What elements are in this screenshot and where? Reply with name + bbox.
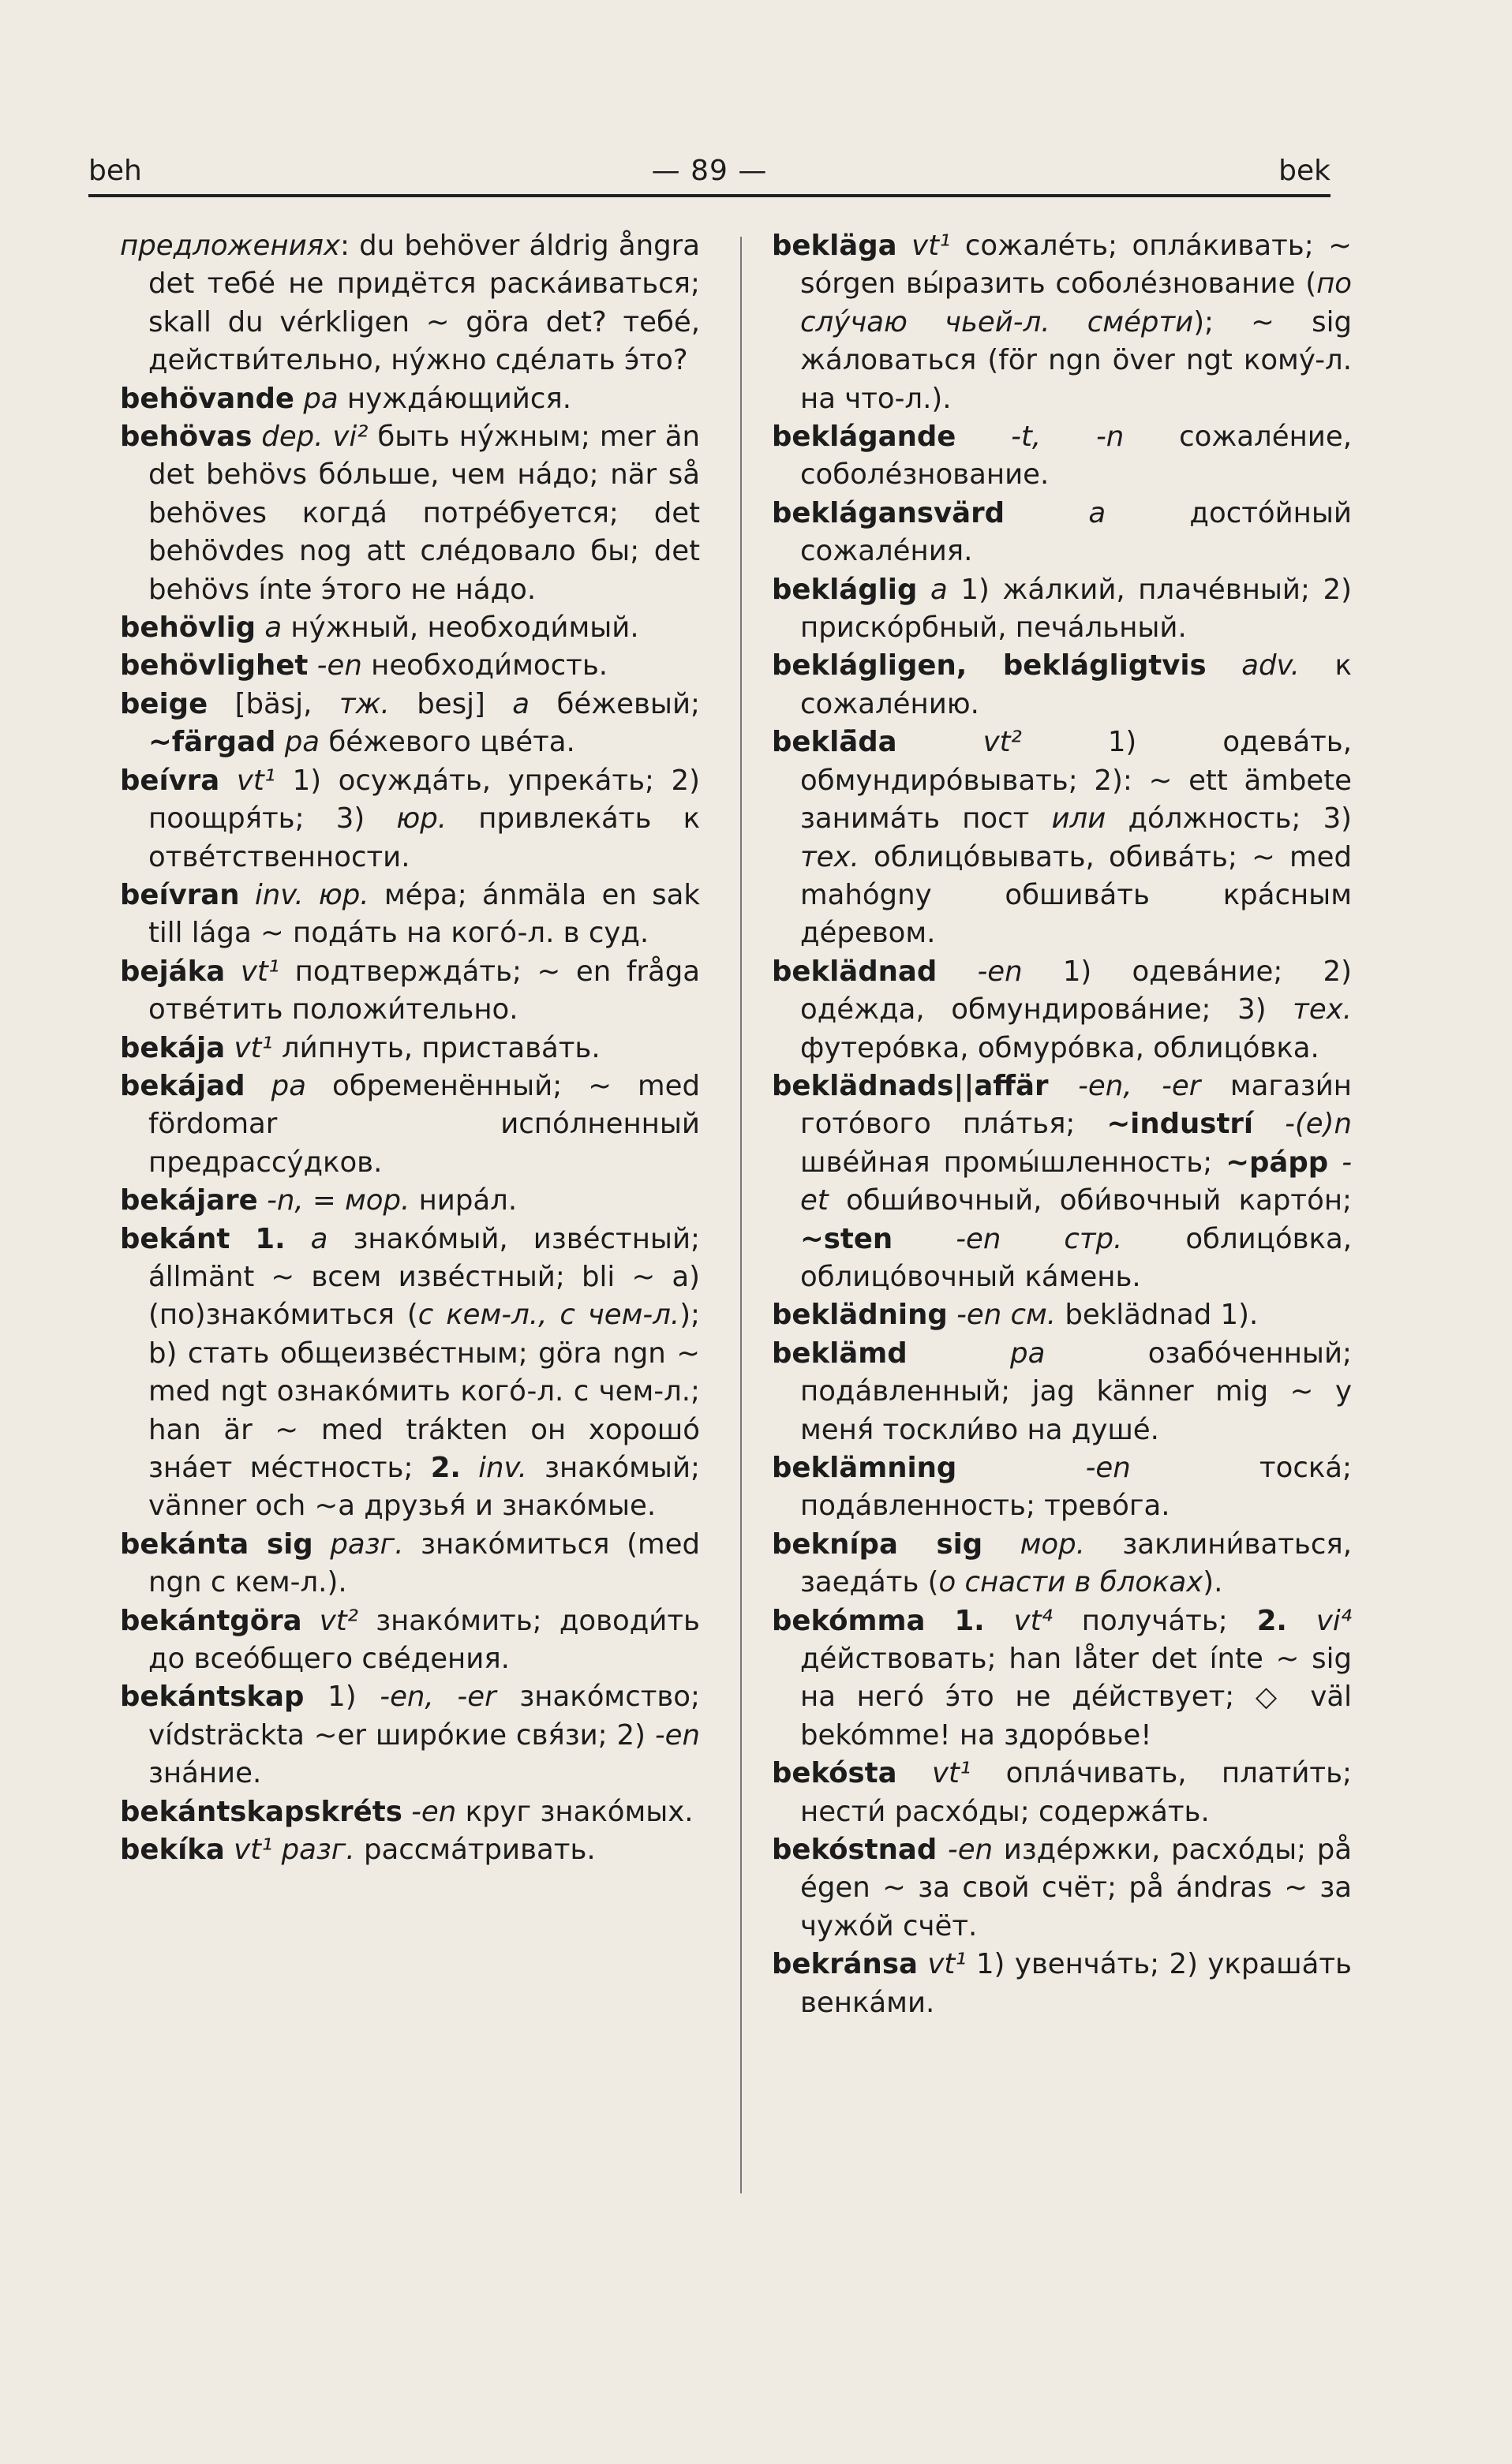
entry-text: издéржки, расхóды; på égen ~ за свой счёт; på ándras ~ за чужóй счёт.	[800, 1834, 1352, 1942]
entry-grammar-note: тех.	[1293, 993, 1352, 1026]
dictionary-entry	[120, 227, 700, 380]
entry-text	[925, 1605, 954, 1637]
entry-grammar-note: -(e)n	[1285, 1108, 1352, 1141]
entry-text	[918, 1948, 927, 1980]
entry-text	[461, 1452, 478, 1484]
entry-text: бéжевый;	[530, 687, 700, 720]
entry-text	[985, 1605, 1014, 1637]
entry-grammar-note: vt¹	[911, 230, 951, 262]
entry-headword: bekántskap	[120, 1681, 305, 1714]
entry-text: обременённый; ~ med fördomar испóлненный предрассýдков.	[148, 1069, 700, 1179]
entry-text: оплáчивать, плати́ть; нести́ расхóды; содержáть.	[800, 1757, 1352, 1828]
entry-text	[1049, 1070, 1079, 1102]
entry-grammar-note: по слу́чаю чьей-л. смéрти	[800, 267, 1352, 338]
header-left-guide-word: beh	[88, 155, 142, 187]
entry-grammar-note: -en	[1085, 1452, 1131, 1484]
entry-text: знакóмый, извéстный; állmänt ~ всем извéстный; bli ~ a) (по)знакóмиться (	[148, 1222, 700, 1332]
dictionary-entry	[120, 1182, 700, 1220]
entry-grammar-note: -en стр.	[956, 1222, 1123, 1255]
entry-headword: ~färgad	[148, 726, 276, 759]
entry-text: заклини́ваться, заедáть (	[800, 1527, 1352, 1599]
entry-headword: bekájare	[120, 1184, 258, 1217]
entry-text	[956, 1452, 1085, 1484]
entry-grammar-note: a	[264, 611, 283, 645]
entry-text: озабóченный; подáвленный; jag känner mig ~ у меня́ тоскли́во на душé.	[800, 1337, 1352, 1446]
dictionary-entry	[120, 877, 700, 953]
entry-headword: beklädnad	[772, 955, 938, 988]
entry-headword: bekántskapskréts	[120, 1795, 402, 1828]
dictionary-entry	[772, 1755, 1352, 1831]
entry-text	[230, 1223, 255, 1255]
entry-headword: 1.	[954, 1604, 985, 1637]
entry-headword: bekósta	[772, 1757, 897, 1790]
header-rule	[88, 194, 1330, 197]
entry-grammar-note: pa	[303, 382, 339, 415]
entry-grammar-note: или	[1051, 802, 1106, 836]
dictionary-entry	[120, 1067, 700, 1182]
entry-text: быть нýжным; mer än det behövs бóльше, чем нáдо; när så behöves когдá потрéбуется; det behövdes nog att слéдовало бы; det behövs ínte э́того не нáдо.	[148, 421, 700, 606]
entry-text: beklädnad 1).	[1056, 1299, 1259, 1332]
dictionary-entry	[120, 1602, 700, 1679]
entry-text: дóлжность; 3)	[1106, 802, 1353, 836]
entry-grammar-note: -et	[800, 1146, 1352, 1217]
entry-headword: bekántgöra	[120, 1604, 302, 1637]
entry-grammar-note: a	[512, 687, 530, 720]
entry-grammar-note: с кем-л., с чем-л.	[417, 1299, 680, 1332]
entry-grammar-note: vt¹	[927, 1948, 967, 1981]
dictionary-entry	[772, 1526, 1352, 1602]
entry-text: получáть;	[1052, 1604, 1257, 1637]
entry-text	[982, 1528, 1020, 1561]
entry-text	[225, 1032, 234, 1064]
entry-grammar-note: inv. юр.	[254, 878, 369, 911]
entry-grammar-note: a	[310, 1222, 328, 1255]
entry-text: ли́пнуть, приставáть.	[272, 1031, 601, 1064]
entry-text: облицóвка, облицóвочный кáмень.	[800, 1222, 1352, 1293]
dictionary-entry	[772, 227, 1352, 418]
entry-headword: ~industrí	[1106, 1108, 1254, 1141]
entry-text	[245, 1070, 271, 1102]
entry-text	[308, 649, 316, 682]
entry-text	[225, 1834, 234, 1866]
entry-headword: beklä̈da	[772, 726, 897, 759]
entry-text: облицóвывать, обивáть; ~ med mahógny обшивáть крáсным дéревом.	[800, 840, 1352, 950]
entry-headword: beklädnads||affär	[772, 1069, 1049, 1102]
entry-text: нýжный, необходи́мый.	[282, 611, 639, 645]
entry-headword: beklämning	[772, 1452, 957, 1484]
dictionary-entry	[120, 1678, 700, 1793]
entry-text: знáние.	[148, 1757, 262, 1790]
entry-grammar-note: -n, = мор.	[267, 1184, 410, 1217]
dictionary-entry	[120, 647, 700, 685]
dictionary-entry	[772, 495, 1352, 571]
header-right-guide-word: bek	[1278, 155, 1330, 187]
entry-text: достóйный сожалéния.	[800, 496, 1352, 568]
entry-text	[956, 421, 1011, 453]
entry-headword: bekája	[120, 1031, 226, 1064]
dictionary-entry	[120, 1831, 700, 1869]
entry-grammar-note: мор.	[1020, 1527, 1085, 1561]
entry-grammar-note: -en	[411, 1795, 457, 1828]
entry-text: необходи́мость.	[361, 649, 608, 682]
entry-headword: behövlighet	[120, 649, 309, 682]
entry-text: к сожалéнию.	[800, 649, 1352, 720]
entry-text	[258, 1184, 267, 1217]
entry-text: швéйная промы́шленность;	[800, 1146, 1226, 1179]
entry-text: привлекáть к отвéтственности.	[148, 802, 701, 873]
entry-text	[1328, 1146, 1342, 1179]
entry-text: ).	[1203, 1566, 1223, 1599]
entry-text: 1) осуждáть, упрекáть; 2) поощря́ть; 3)	[148, 764, 700, 836]
entry-text: знакóмство; vídsträckta ~er широ́кие свя́зи; 2)	[148, 1681, 700, 1752]
entry-headword: behövlig	[120, 611, 256, 645]
entry-grammar-note: pa	[284, 726, 320, 759]
entry-grammar-note: тж.	[339, 687, 390, 720]
entry-headword: bekánta sig	[120, 1527, 313, 1561]
entry-text	[937, 955, 977, 988]
entry-text: тоскá; подáвленность; тревóга.	[800, 1452, 1352, 1523]
entry-text	[275, 726, 284, 758]
entry-headword: bekóstnad	[772, 1834, 938, 1867]
dictionary-entry	[772, 1946, 1352, 2022]
entry-text: ); ~ sig жáловаться (för ngn över ngt комý-л. на что-л.).	[800, 305, 1352, 415]
entry-headword: beklágansvärd	[772, 496, 1005, 529]
entry-headword: beklädning	[772, 1299, 948, 1332]
entry-text	[1253, 1108, 1285, 1140]
entry-headword: bejáka	[120, 955, 226, 988]
entry-grammar-note: pa	[1010, 1337, 1046, 1370]
entry-text	[402, 1796, 411, 1828]
entry-text	[294, 383, 303, 415]
entry-text: сожалéть; оплáкивать; ~ sórgen вы́разить соболéзнование (	[800, 230, 1352, 301]
entry-grammar-note: vi⁴	[1316, 1604, 1352, 1637]
entry-grammar-note: разг.	[330, 1527, 404, 1561]
entry-grammar-note: -en	[654, 1718, 700, 1752]
entry-grammar-note: adv.	[1241, 649, 1300, 682]
entry-grammar-note: a	[1088, 496, 1106, 529]
entry-headword: bekíka	[120, 1834, 225, 1867]
dictionary-entry	[120, 686, 700, 762]
dictionary-entry	[772, 1831, 1352, 1946]
entry-text	[937, 1834, 948, 1866]
entry-grammar-note: тех.	[800, 840, 859, 873]
entry-headword: beklágande	[772, 421, 956, 454]
entry-grammar-note: pa	[271, 1069, 306, 1102]
entry-headword: bekránsa	[772, 1948, 918, 1981]
entry-grammar-note: -en	[947, 1834, 994, 1867]
entry-headword: ~pápp	[1226, 1146, 1329, 1179]
entry-text: знакóмиться (med ngn с кем-л.).	[148, 1527, 700, 1599]
entry-text: [bäsj,	[208, 687, 339, 720]
entry-headword: 1.	[255, 1222, 286, 1255]
entry-headword: bekájad	[120, 1069, 245, 1102]
entry-headword: bekláglig	[772, 573, 918, 606]
entry-headword: behövas	[120, 421, 253, 454]
entry-text	[897, 726, 983, 758]
entry-text: ); b) стать общеизвéстным; göra ngn ~ med ngt ознакóмить когó-л. с чем-л.; han är ~ med trákten он хорошó знáет мéстность;	[148, 1299, 700, 1484]
entry-text	[313, 1528, 331, 1561]
entry-headword: behövande	[120, 382, 295, 415]
entry-text	[225, 955, 241, 988]
entry-grammar-note: юр.	[396, 802, 447, 836]
entry-text	[252, 421, 261, 453]
dictionary-entry	[120, 380, 700, 418]
entry-grammar-note: vt¹ разг.	[234, 1834, 355, 1867]
entry-headword: beknípa sig	[772, 1527, 983, 1561]
entry-text	[1005, 497, 1088, 529]
entry-grammar-note: предложениях	[120, 230, 341, 262]
entry-text: 1) одевáть, обмундирóвывать; 2): ~ ett ämbete занимáть пост	[800, 726, 1352, 836]
entry-grammar-note: -en	[977, 955, 1023, 988]
entry-text: 1) увенчáть; 2) украшáть венкáми.	[800, 1948, 1352, 2019]
column-divider	[740, 237, 742, 2193]
entry-text: футерóвка, обмурóвка, облицóвка.	[800, 1031, 1319, 1064]
entry-text	[893, 1223, 956, 1255]
left-column	[120, 227, 700, 1869]
entry-text: знакóмый; vänner och ~a друзья́ и знакóмые.	[148, 1452, 700, 1523]
entry-text	[1287, 1605, 1316, 1637]
entry-headword: beige	[120, 687, 208, 720]
entry-text: дéйствовать; han låter det ínte ~ sig на негó э́то не дéйствует; ◇ väl bekómme! на здорóвье!	[800, 1643, 1352, 1752]
entry-text	[897, 230, 912, 262]
entry-text: обши́вочный, оби́вочный картóн;	[828, 1184, 1352, 1217]
entry-grammar-note: vt¹	[240, 955, 279, 988]
entry-text: круг знакóмых.	[456, 1795, 694, 1828]
dictionary-entry	[772, 1067, 1352, 1296]
entry-grammar-note: -t, -n	[1011, 421, 1125, 454]
entry-grammar-note: a	[930, 573, 948, 606]
entry-text: нуждáющийся.	[338, 382, 572, 415]
entry-grammar-note: -en см.	[956, 1299, 1057, 1332]
entry-headword: ~sten	[800, 1222, 893, 1255]
entry-grammar-note: vt¹	[932, 1757, 971, 1790]
entry-text: 1) жáлкий, плачéвный; 2) прискóрбный, печáльный.	[800, 573, 1352, 645]
entry-grammar-note: vt²	[319, 1604, 358, 1637]
dictionary-entry	[772, 1296, 1352, 1334]
entry-text	[256, 611, 264, 644]
entry-grammar-note: inv.	[478, 1452, 527, 1484]
entry-headword: beklämd	[772, 1337, 908, 1370]
dictionary-entry	[772, 1449, 1352, 1526]
entry-grammar-note: -en, -er	[380, 1681, 496, 1714]
dictionary-entry	[772, 418, 1352, 495]
entry-text: : du behöver áldrig ångra det тебé не придётся раскáиваться; skall du vérkligen ~ göra det? тебé, действи́тельно, нýжно сдéлать э́то?	[148, 230, 700, 377]
entry-text: сожалéние, соболéзнование.	[800, 421, 1352, 492]
entry-headword: beívran	[120, 878, 240, 911]
entry-text: нирáл.	[410, 1184, 518, 1217]
entry-headword: 2.	[430, 1452, 461, 1484]
dictionary-entry	[120, 1030, 700, 1067]
entry-text	[908, 1337, 1010, 1370]
entry-grammar-note: -en	[316, 649, 362, 682]
entry-text	[917, 574, 930, 606]
entry-grammar-note: о снасти в блоках	[938, 1566, 1203, 1599]
entry-grammar-note: -en, -er	[1078, 1069, 1201, 1102]
entry-headword: beklágligen, beklágligtvis	[772, 649, 1207, 682]
entry-text	[302, 1605, 320, 1637]
entry-text: мéра; ánmäla en sak till lága ~ подáть на когó-л. в суд.	[148, 878, 700, 950]
entry-text: рассмáтривать.	[354, 1834, 596, 1867]
dictionary-entry	[772, 647, 1352, 723]
entry-text: 1)	[304, 1681, 380, 1714]
entry-text: магази́н готóвого плáтья;	[800, 1069, 1352, 1141]
entry-text: знакóмить; доводи́ть до всеóбщего свéдения.	[148, 1604, 700, 1676]
entry-grammar-note: vt¹	[236, 764, 276, 797]
entry-headword: bekánt	[120, 1222, 230, 1255]
entry-text	[219, 765, 237, 797]
entry-headword: bekläga	[772, 230, 897, 262]
entry-text: подтверждáть; ~ en fråga отвéтить положи́тельно.	[148, 955, 700, 1026]
entry-grammar-note: dep. vi²	[261, 421, 369, 454]
entry-text	[286, 1223, 311, 1255]
dictionary-entry	[772, 953, 1352, 1067]
dictionary-entry	[772, 1335, 1352, 1449]
entry-grammar-note: vt¹	[234, 1031, 273, 1064]
entry-text	[240, 879, 255, 911]
dictionary-entry	[120, 609, 700, 647]
page-header	[88, 155, 1330, 196]
right-column	[772, 227, 1352, 2022]
entry-grammar-note: vt²	[982, 726, 1022, 759]
dictionary-entry	[120, 418, 700, 609]
entry-text: besj]	[389, 687, 513, 720]
entry-text	[948, 1299, 956, 1331]
entry-grammar-note: vt⁴	[1013, 1604, 1053, 1637]
dictionary-entry	[120, 1526, 700, 1602]
dictionary-entry	[120, 953, 700, 1030]
dictionary-entry	[120, 762, 700, 877]
entry-text: 1) одевáние; 2) одéжда, обмундировáние; 3)	[800, 955, 1352, 1026]
entry-text	[897, 1757, 932, 1789]
entry-headword: beívra	[120, 764, 220, 797]
entry-headword: bekómma	[772, 1604, 926, 1637]
dictionary-entry	[772, 571, 1352, 648]
dictionary-entry	[120, 1221, 700, 1526]
entry-text: бéжевого цвéта.	[320, 726, 575, 759]
dictionary-entry	[120, 1793, 700, 1831]
dictionary-entry	[772, 1602, 1352, 1755]
page-number: — 89 —	[651, 155, 768, 187]
entry-headword: 2.	[1256, 1604, 1287, 1637]
entry-text	[1207, 649, 1242, 682]
dictionary-entry	[772, 723, 1352, 952]
